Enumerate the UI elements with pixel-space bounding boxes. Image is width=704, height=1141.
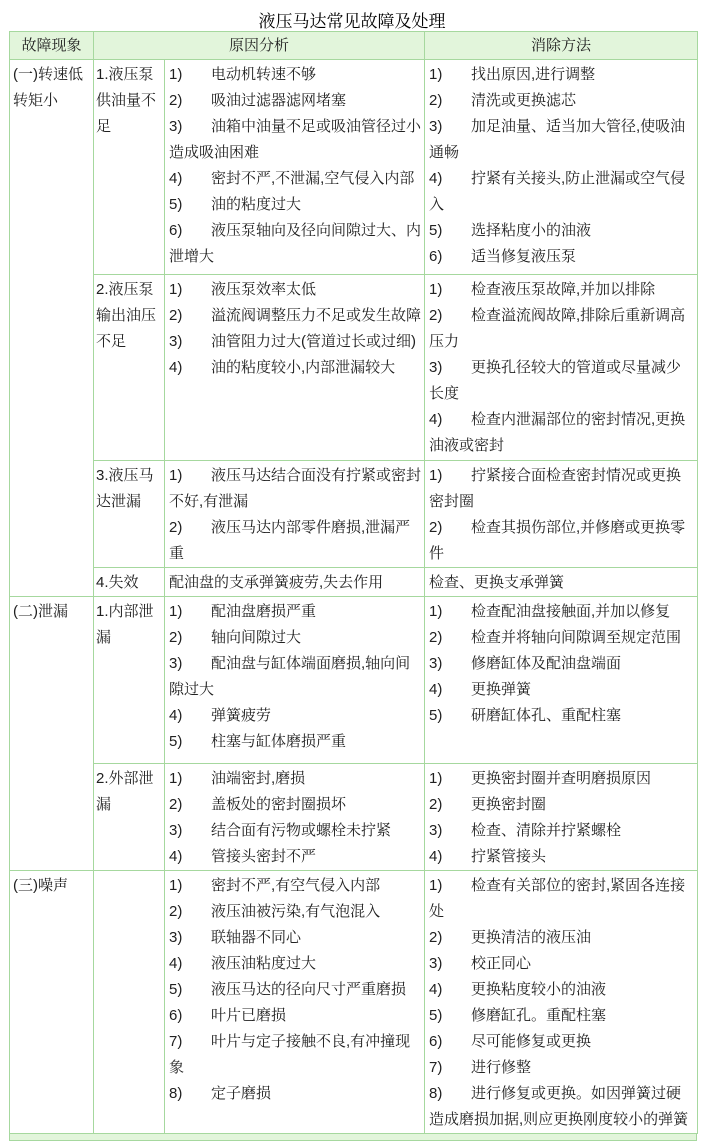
cause-item: 8) 定子磨损 [169, 1081, 422, 1107]
item-number: 8) [429, 1085, 443, 1102]
item-number: 4) [169, 848, 183, 865]
cause-item: 4) 管接头密封不严 [169, 844, 422, 870]
cause-item: 1) 液压马达结合面没有拧紧或密封不好,有泄漏 [169, 463, 422, 515]
item-number: 4) [429, 981, 443, 998]
item-number: 6) [429, 1033, 443, 1050]
remedy-item: 4) 拧紧管接头 [429, 844, 695, 870]
phenomenon-cell: (一)转速低转矩小 [10, 60, 94, 597]
cause-list [165, 461, 425, 568]
cause-item: 配油盘的支承弹簧疲劳,失去作用 [169, 574, 384, 591]
item-number: 3) [169, 118, 183, 135]
cause-item: 5) 柱塞与缸体磨损严重 [169, 729, 422, 755]
remedy-item: 5) 研磨缸体孔、重配柱塞 [429, 703, 695, 729]
remedy-list [425, 461, 698, 568]
item-number: 5) [429, 222, 443, 239]
item-number: 1) [169, 281, 183, 298]
cause-item: 2) 液压油被污染,有气泡混入 [169, 899, 422, 925]
item-number: 3) [169, 929, 183, 946]
remedy-item: 6) 适当修复液压泵 [429, 244, 695, 270]
item-number: 1) [169, 770, 183, 787]
cause-item: 4) 液压油粘度过大 [169, 951, 422, 977]
item-number: 2) [169, 92, 183, 109]
remedy-item: 2) 更换清洁的液压油 [429, 925, 695, 951]
item-number: 1) [169, 603, 183, 620]
cause-item: 4) 密封不严,不泄漏,空气侵入内部 [169, 166, 422, 192]
cause-item: 4) 油的粘度较小,内部泄漏较大 [169, 355, 422, 381]
item-number: 1) [429, 877, 443, 894]
remedy-item: 4) 拧紧有关接头,防止泄漏或空气侵入 [429, 166, 695, 218]
table-footer-strip [9, 1134, 697, 1141]
remedy-list [425, 60, 698, 275]
phenomenon-cell: (三)噪声 [10, 871, 94, 1134]
table-row [10, 568, 698, 597]
remedy-item: 4) 更换粘度较小的油液 [429, 977, 695, 1003]
remedy-item: 1) 拧紧接合面检查密封情况或更换密封圈 [429, 463, 695, 515]
cause-item: 2) 液压马达内部零件磨损,泄漏严重 [169, 515, 422, 567]
table-row [10, 597, 698, 764]
remedy-item: 3) 检查、清除并拧紧螺栓 [429, 818, 695, 844]
remedy-item: 2) 清洗或更换滤芯 [429, 88, 695, 114]
cause-item: 4) 弹簧疲劳 [169, 703, 422, 729]
item-number: 3) [429, 955, 443, 972]
cause-item: 1) 密封不严,有空气侵入内部 [169, 873, 422, 899]
remedy-item: 5) 选择粘度小的油液 [429, 218, 695, 244]
item-number: 7) [169, 1033, 183, 1050]
header-row [10, 32, 698, 60]
remedy-list [425, 871, 698, 1134]
cause-item: 1) 液压泵效率太低 [169, 277, 422, 303]
item-number: 1) [429, 467, 443, 484]
item-number: 1) [169, 467, 183, 484]
item-number: 7) [429, 1059, 443, 1076]
cause-item: 2) 溢流阀调整压力不足或发生故障 [169, 303, 422, 329]
cause-item: 1) 电动机转速不够 [169, 62, 422, 88]
cause-item: 5) 液压马达的径向尺寸严重磨损 [169, 977, 422, 1003]
item-number: 2) [169, 519, 183, 536]
cause-item: 2) 盖板处的密封圈损坏 [169, 792, 422, 818]
item-number: 8) [169, 1085, 183, 1102]
item-number: 2) [429, 307, 443, 324]
phenomenon-cell: (二)泄漏 [10, 597, 94, 871]
remedy-list [425, 568, 698, 597]
item-number: 4) [429, 170, 443, 187]
item-number: 4) [169, 707, 183, 724]
subcause-cell: 1.内部泄漏 [94, 597, 165, 764]
remedy-item: 5) 修磨缸孔。重配柱塞 [429, 1003, 695, 1029]
remedy-item: 检查、更换支承弹簧 [429, 574, 565, 591]
header-remedy: 消除方法 [425, 32, 698, 60]
item-number: 3) [169, 655, 183, 672]
remedy-list [425, 764, 698, 871]
cause-item: 2) 轴向间隙过大 [169, 625, 422, 651]
cause-item: 3) 联轴器不同心 [169, 925, 422, 951]
item-number: 6) [169, 222, 183, 239]
remedy-item: 2) 检查其损伤部位,并修磨或更换零件 [429, 515, 695, 567]
item-number: 1) [169, 877, 183, 894]
remedy-item: 1) 检查有关部位的密封,紧固各连接处 [429, 873, 695, 925]
remedy-item: 7) 进行修整 [429, 1055, 695, 1081]
item-number: 4) [169, 955, 183, 972]
item-number: 4) [169, 359, 183, 376]
remedy-item: 3) 修磨缸体及配油盘端面 [429, 651, 695, 677]
item-number: 4) [429, 411, 443, 428]
cause-list [165, 60, 425, 275]
remedy-item: 2) 检查溢流阀故障,排除后重新调高压力 [429, 303, 695, 355]
cause-list [165, 871, 425, 1134]
header-phenomenon: 故障现象 [10, 32, 94, 60]
item-number: 1) [429, 603, 443, 620]
item-number: 3) [429, 118, 443, 135]
remedy-item: 1) 更换密封圈并查明磨损原因 [429, 766, 695, 792]
subcause-cell: 3.液压马达泄漏 [94, 461, 165, 568]
table-row [10, 871, 698, 1134]
cause-item: 3) 结合面有污物或螺栓未拧紧 [169, 818, 422, 844]
subcause-cell: 2.液压泵输出油压不足 [94, 275, 165, 461]
remedy-item: 1) 检查液压泵故障,并加以排除 [429, 277, 695, 303]
remedy-item: 6) 尽可能修复或更换 [429, 1029, 695, 1055]
cause-item: 3) 油箱中油量不足或吸油管径过小造成吸油困难 [169, 114, 422, 166]
remedy-item: 3) 校正同心 [429, 951, 695, 977]
item-number: 4) [429, 848, 443, 865]
cause-item: 1) 油端密封,磨损 [169, 766, 422, 792]
remedy-item: 2) 更换密封圈 [429, 792, 695, 818]
remedy-item: 2) 检查并将轴向间隙调至规定范围 [429, 625, 695, 651]
table-row [10, 275, 698, 461]
remedy-item: 1) 找出原因,进行调整 [429, 62, 695, 88]
cause-item: 3) 配油盘与缸体端面磨损,轴向间隙过大 [169, 651, 422, 703]
cause-list [165, 764, 425, 871]
remedy-item: 4) 更换弹簧 [429, 677, 695, 703]
table-row [10, 60, 698, 275]
item-number: 4) [169, 170, 183, 187]
table-header [10, 32, 698, 60]
item-number: 2) [169, 629, 183, 646]
table-body [10, 60, 698, 1134]
subcause-cell: 2.外部泄漏 [94, 764, 165, 871]
item-number: 3) [169, 333, 183, 350]
item-number: 1) [429, 66, 443, 83]
table-row [10, 461, 698, 568]
remedy-item: 8) 进行修复或更换。如因弹簧过硬造成磨损加据,则应更换刚度较小的弹簧 [429, 1081, 695, 1133]
cause-list [165, 568, 425, 597]
item-number: 5) [169, 733, 183, 750]
subcause-cell: 1.液压泵供油量不足 [94, 60, 165, 275]
item-number: 2) [169, 307, 183, 324]
cause-item: 6) 液压泵轴向及径向间隙过大、内泄增大 [169, 218, 422, 270]
cause-item: 7) 叶片与定子接触不良,有冲撞现象 [169, 1029, 422, 1081]
item-number: 5) [169, 196, 183, 213]
item-number: 2) [429, 519, 443, 536]
item-number: 2) [429, 929, 443, 946]
item-number: 1) [429, 281, 443, 298]
item-number: 4) [429, 681, 443, 698]
item-number: 5) [169, 981, 183, 998]
item-number: 3) [429, 359, 443, 376]
item-number: 2) [169, 796, 183, 813]
item-number: 2) [429, 92, 443, 109]
cause-item: 1) 配油盘磨损严重 [169, 599, 422, 625]
item-number: 1) [169, 66, 183, 83]
document-title: 液压马达常见故障及处理 [258, 12, 446, 31]
remedy-list [425, 597, 698, 764]
fault-table [9, 31, 698, 1134]
header-cause: 原因分析 [94, 32, 425, 60]
item-number: 3) [169, 822, 183, 839]
item-number: 6) [169, 1007, 183, 1024]
remedy-item: 3) 加足油量、适当加大管径,使吸油通畅 [429, 114, 695, 166]
item-number: 1) [429, 770, 443, 787]
cause-list [165, 597, 425, 764]
remedy-list [425, 275, 698, 461]
item-number: 2) [429, 796, 443, 813]
cause-list [165, 275, 425, 461]
item-number: 3) [429, 655, 443, 672]
item-number: 5) [429, 707, 443, 724]
subcause-cell [94, 871, 165, 1134]
remedy-item: 1) 检查配油盘接触面,并加以修复 [429, 599, 695, 625]
item-number: 6) [429, 248, 443, 265]
item-number: 5) [429, 1007, 443, 1024]
remedy-item: 4) 检查内泄漏部位的密封情况,更换油液或密封 [429, 407, 695, 459]
cause-item: 5) 油的粘度过大 [169, 192, 422, 218]
remedy-item: 3) 更换孔径较大的管道或尽量减少长度 [429, 355, 695, 407]
item-number: 2) [169, 903, 183, 920]
item-number: 2) [429, 629, 443, 646]
table-row [10, 764, 698, 871]
cause-item: 2) 吸油过滤器滤网堵塞 [169, 88, 422, 114]
cause-item: 3) 油管阻力过大(管道过长或过细) [169, 329, 422, 355]
item-number: 3) [429, 822, 443, 839]
subcause-cell: 4.失效 [94, 568, 165, 597]
cause-item: 6) 叶片已磨损 [169, 1003, 422, 1029]
